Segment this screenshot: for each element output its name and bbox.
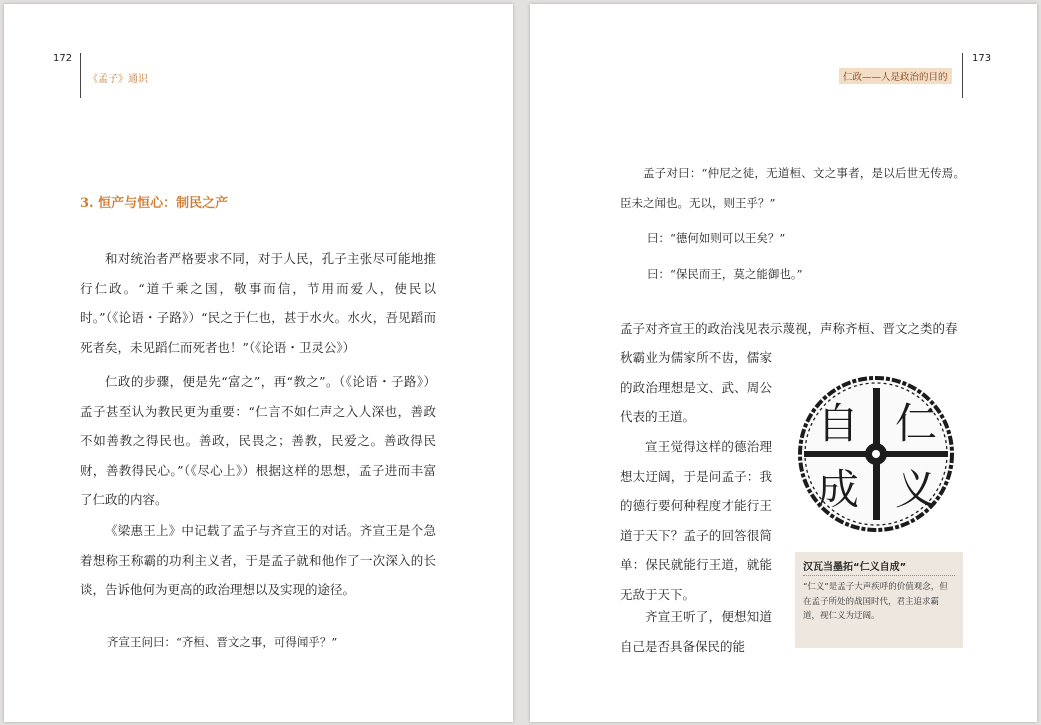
paragraph: 仁政的步骤，便是先“富之”，再“教之”。（《论语・子路》）孟子甚至认为教民更为重要：“仁言不如仁声之入人深也，善政不如善教之得民也。善政，民畏之；善教，民爱之。善政得民财，善教得民心。”（《尽心上》）根据这样的思想，孟子进而丰富了仁政的内容。 <box>80 374 436 507</box>
seal-character: 自 <box>816 399 860 448</box>
paragraph: 宣王觉得这样的德治理想太迂阔，于是问孟子：我的德行要何种程度才能行王道于天下？孟子的回答很简单：保民就能行王道，就能无敌于天下。 <box>620 439 772 602</box>
paragraph: 秋霸业为儒家所不齿，儒家的政治理想是文、武、周公代表的王道。 <box>620 350 772 424</box>
caption-text: “仁义”是孟子大声疾呼的价值观念，但在孟子所处的战国时代，君主追求霸道，视仁义为迂阔。 <box>803 582 948 621</box>
quote: 曰：“保民而王，莫之能御也。” <box>647 267 803 281</box>
quote: 齐宣王问曰：“齐桓、晋文之事，可得闻乎？” <box>107 635 338 649</box>
header-rule <box>962 53 963 98</box>
paragraph: 齐宣王听了，便想知道自己是否具备保民的能 <box>620 609 772 654</box>
image-caption <box>795 552 963 648</box>
section-title: 3. 恒产与恒心：制民之产 <box>80 196 229 211</box>
page-number: 172 <box>53 53 73 64</box>
seal-character: 成 <box>816 465 860 514</box>
tile-rubbing-image <box>794 374 958 534</box>
paragraph: 和对统治者严格要求不同，对于人民，孔子主张尽可能地推行仁政。“道千乘之国，敬事而信，节用而爱人，使民以时。”（《论语・子路》）“民之于仁也，甚于水火。水火，吾见蹈而死者矣，未见蹈仁而死者也！”（《论语・卫灵公》） <box>80 251 436 355</box>
seal-character: 仁 <box>894 399 938 448</box>
quote: 曰：“德何如则可以王矣？” <box>647 231 786 245</box>
right-page <box>530 4 1037 722</box>
running-head: 《孟子》通识 <box>88 74 148 85</box>
caption-title: 汉瓦当墨拓“仁义自成” <box>803 562 907 573</box>
caption-divider <box>803 575 955 576</box>
quote: 孟子对曰：“仲尼之徒，无道桓、文之事者，是以后世无传焉。臣未之闻也。无以，则王乎？” <box>620 166 965 210</box>
paragraph: 孟子对齐宣王的政治浅见表示蔑视，声称齐桓、晋文之类的春 <box>620 321 958 336</box>
running-head: 仁政——人是政治的目的 <box>839 68 952 84</box>
left-page <box>4 4 513 722</box>
seal-character: 义 <box>894 465 938 514</box>
paragraph: 《梁惠王上》中记载了孟子与齐宣王的对话。齐宣王是个急着想称王称霸的功利主义者，于是孟子就和他作了一次深入的长谈，告诉他何为更高的政治理想以及实现的途径。 <box>80 523 436 597</box>
header-rule <box>80 53 81 98</box>
page-number: 173 <box>972 53 992 64</box>
